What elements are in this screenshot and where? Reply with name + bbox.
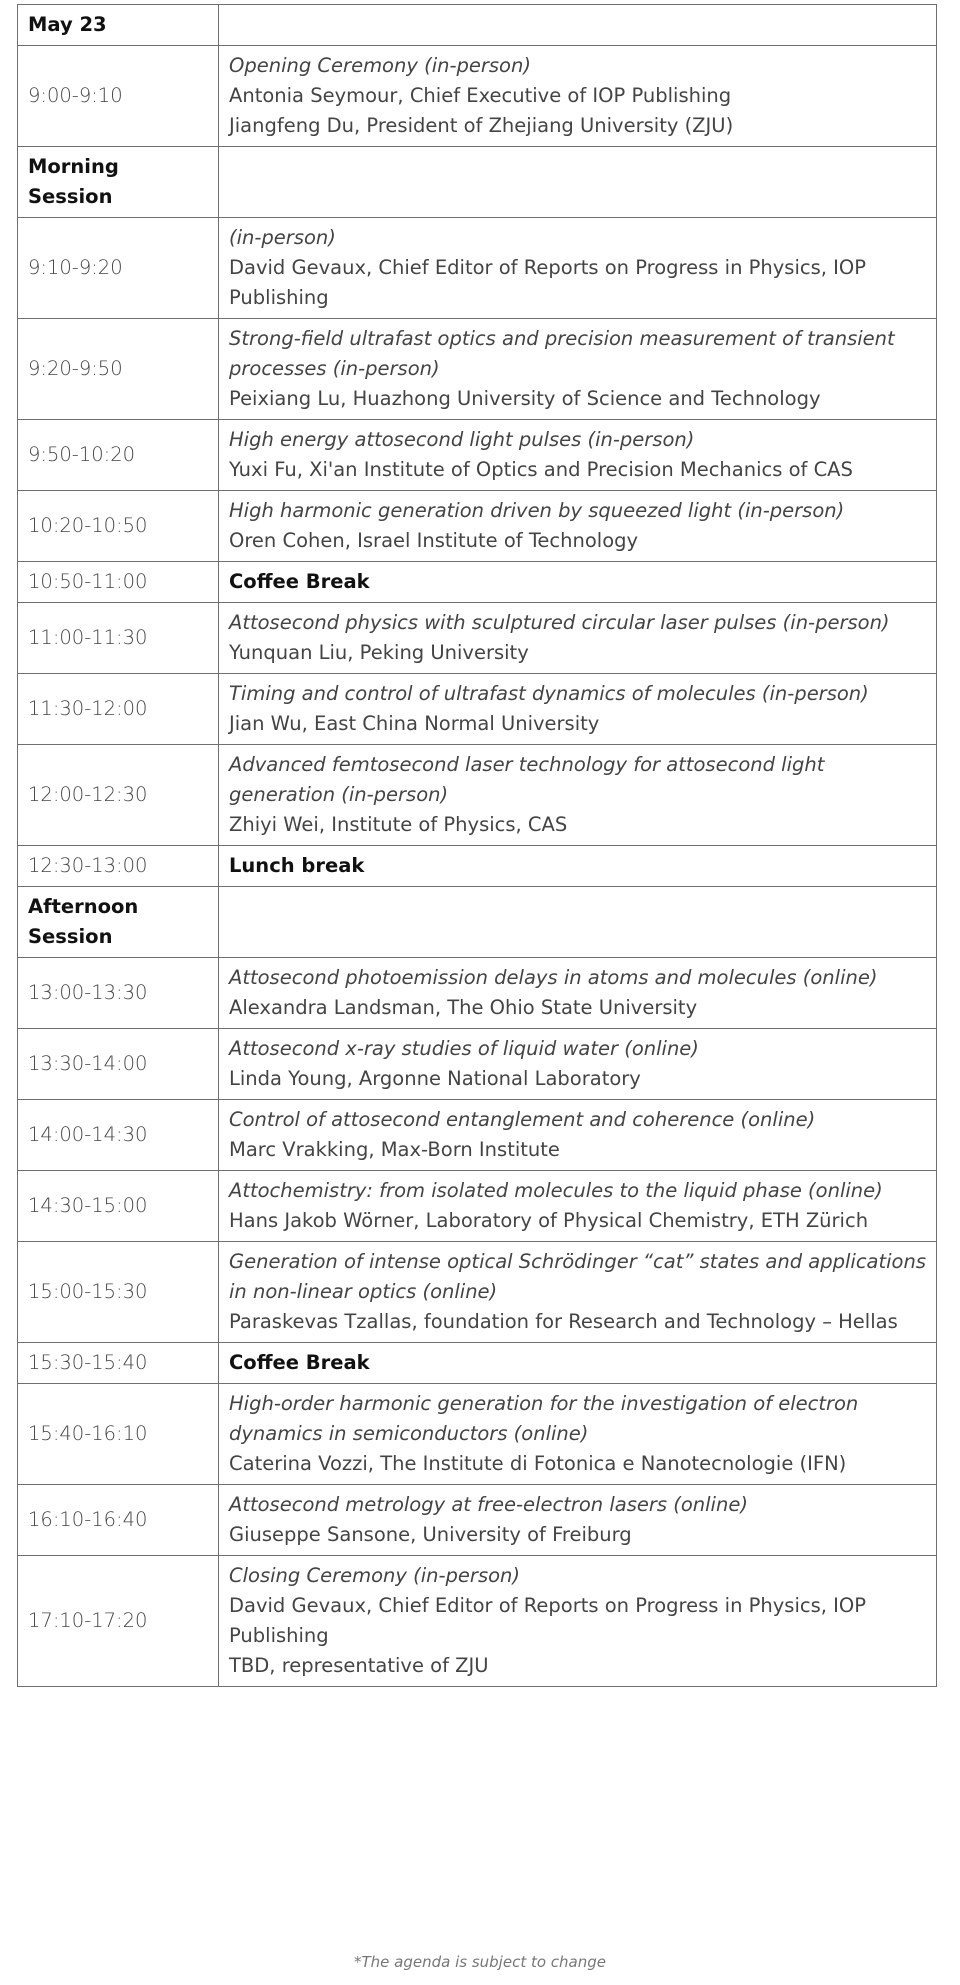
time-slot: 9:50-10:20 — [18, 420, 219, 491]
agenda-row — [18, 1556, 937, 1687]
talk-title: Control of attosecond entanglement and coherence (online) — [229, 1108, 816, 1131]
time-slot: 13:30-14:00 — [18, 1029, 219, 1100]
time-slot: 11:30-12:00 — [18, 674, 219, 745]
talk-details — [219, 958, 937, 1029]
talk-title: Advanced femtosecond laser technology for attosecond light generation (in-person) — [229, 753, 825, 806]
speaker-line: Peixiang Lu, Huazhong University of Science and Technology — [229, 387, 821, 410]
time-slot: 10:20-10:50 — [18, 491, 219, 562]
speaker-line: Jiangfeng Du, President of Zhejiang University (ZJU) — [229, 114, 734, 137]
speaker-line: Alexandra Landsman, The Ohio State University — [229, 996, 698, 1019]
talk-title: High harmonic generation driven by squeezed light (in-person) — [229, 499, 845, 522]
session-label: May 23 — [18, 5, 219, 46]
empty-cell — [219, 887, 937, 958]
empty-cell — [219, 147, 937, 218]
time-slot: 9:10-9:20 — [18, 218, 219, 319]
agenda-row — [18, 1485, 937, 1556]
time-slot: 9:00-9:10 — [18, 46, 219, 147]
speaker-line: Zhiyi Wei, Institute of Physics, CAS — [229, 813, 568, 836]
speaker-line: Antonia Seymour, Chief Executive of IOP Publishing — [229, 84, 732, 107]
talk-details — [219, 1384, 937, 1485]
talk-details — [219, 218, 937, 319]
time-slot: 15:40-16:10 — [18, 1384, 219, 1485]
time-slot: 9:20-9:50 — [18, 319, 219, 420]
speaker-line: Linda Young, Argonne National Laboratory — [229, 1067, 641, 1090]
talk-title: High-order harmonic generation for the investigation of electron dynamics in semiconductors (online) — [229, 1392, 859, 1445]
session-label: Afternoon Session — [18, 887, 219, 958]
talk-details — [219, 603, 937, 674]
speaker-line: Giuseppe Sansone, University of Freiburg — [229, 1523, 632, 1546]
time-slot: 14:00-14:30 — [18, 1100, 219, 1171]
break-row — [18, 562, 937, 603]
time-slot: 17:10-17:20 — [18, 1556, 219, 1687]
speaker-line: Hans Jakob Wörner, Laboratory of Physical Chemistry, ETH Zürich — [229, 1209, 869, 1232]
agenda-row — [18, 674, 937, 745]
talk-title: Attosecond metrology at free-electron lasers (online) — [229, 1493, 748, 1516]
talk-title: Generation of intense optical Schrödinger “cat” states and applications in non-linear optics (online) — [229, 1250, 927, 1303]
agenda-row — [18, 958, 937, 1029]
agenda-row — [18, 319, 937, 420]
talk-title: Attosecond x-ray studies of liquid water (online) — [229, 1037, 699, 1060]
agenda-row — [18, 1384, 937, 1485]
talk-title: Timing and control of ultrafast dynamics of molecules (in-person) — [229, 682, 869, 705]
break-row — [18, 846, 937, 887]
talk-details — [219, 1100, 937, 1171]
talk-details — [219, 745, 937, 846]
talk-title: (in-person) — [229, 226, 336, 249]
session-label: Morning Session — [18, 147, 219, 218]
break-label: Coffee Break — [219, 562, 937, 603]
talk-title: Strong-field ultrafast optics and precision measurement of transient processes (in-person) — [229, 327, 895, 380]
speaker-line: David Gevaux, Chief Editor of Reports on Progress in Physics, IOP Publishing — [229, 1594, 866, 1647]
talk-details — [219, 319, 937, 420]
time-slot: 12:00-12:30 — [18, 745, 219, 846]
talk-details — [219, 1242, 937, 1343]
agenda-row — [18, 1029, 937, 1100]
time-slot: 16:10-16:40 — [18, 1485, 219, 1556]
agenda-row — [18, 745, 937, 846]
speaker-line: Paraskevas Tzallas, foundation for Research and Technology – Hellas — [229, 1310, 898, 1333]
talk-details — [219, 46, 937, 147]
session-header-row — [18, 5, 937, 46]
time-slot: 12:30-13:00 — [18, 846, 219, 887]
agenda-table — [17, 4, 937, 1687]
time-slot: 10:50-11:00 — [18, 562, 219, 603]
talk-title: Attochemistry: from isolated molecules to the liquid phase (online) — [229, 1179, 883, 1202]
speaker-line: David Gevaux, Chief Editor of Reports on Progress in Physics, IOP Publishing — [229, 256, 866, 309]
speaker-line: Oren Cohen, Israel Institute of Technology — [229, 529, 639, 552]
talk-details — [219, 1485, 937, 1556]
agenda-body — [18, 5, 937, 1687]
agenda-row — [18, 1100, 937, 1171]
speaker-line: Yuxi Fu, Xi'an Institute of Optics and Precision Mechanics of CAS — [229, 458, 853, 481]
time-slot: 11:00-11:30 — [18, 603, 219, 674]
speaker-line: Jian Wu, East China Normal University — [229, 712, 600, 735]
agenda-footnote: *The agenda is subject to change — [353, 1953, 606, 1971]
time-slot: 15:00-15:30 — [18, 1242, 219, 1343]
agenda-row — [18, 491, 937, 562]
agenda-row — [18, 603, 937, 674]
talk-title: Attosecond photoemission delays in atoms and molecules (online) — [229, 966, 878, 989]
talk-details — [219, 674, 937, 745]
talk-details — [219, 1171, 937, 1242]
agenda-row — [18, 46, 937, 147]
agenda-row — [18, 1171, 937, 1242]
agenda-row — [18, 420, 937, 491]
speaker-line: Yunquan Liu, Peking University — [229, 641, 529, 664]
talk-details — [219, 491, 937, 562]
speaker-line: Caterina Vozzi, The Institute di Fotonica e Nanotecnologie (IFN) — [229, 1452, 847, 1475]
time-slot: 13:00-13:30 — [18, 958, 219, 1029]
talk-title: Attosecond physics with sculptured circular laser pulses (in-person) — [229, 611, 890, 634]
break-row — [18, 1343, 937, 1384]
break-label: Coffee Break — [219, 1343, 937, 1384]
talk-title: Opening Ceremony (in-person) — [229, 54, 531, 77]
talk-title: High energy attosecond light pulses (in-person) — [229, 428, 695, 451]
empty-cell — [219, 5, 937, 46]
talk-details — [219, 1029, 937, 1100]
session-header-row — [18, 147, 937, 218]
speaker-line: Marc Vrakking, Max-Born Institute — [229, 1138, 560, 1161]
break-label: Lunch break — [219, 846, 937, 887]
agenda-row — [18, 218, 937, 319]
time-slot: 15:30-15:40 — [18, 1343, 219, 1384]
session-header-row — [18, 887, 937, 958]
talk-details — [219, 1556, 937, 1687]
time-slot: 14:30-15:00 — [18, 1171, 219, 1242]
talk-title: Closing Ceremony (in-person) — [229, 1564, 520, 1587]
talk-details — [219, 420, 937, 491]
agenda-row — [18, 1242, 937, 1343]
speaker-line: TBD, representative of ZJU — [229, 1654, 489, 1677]
